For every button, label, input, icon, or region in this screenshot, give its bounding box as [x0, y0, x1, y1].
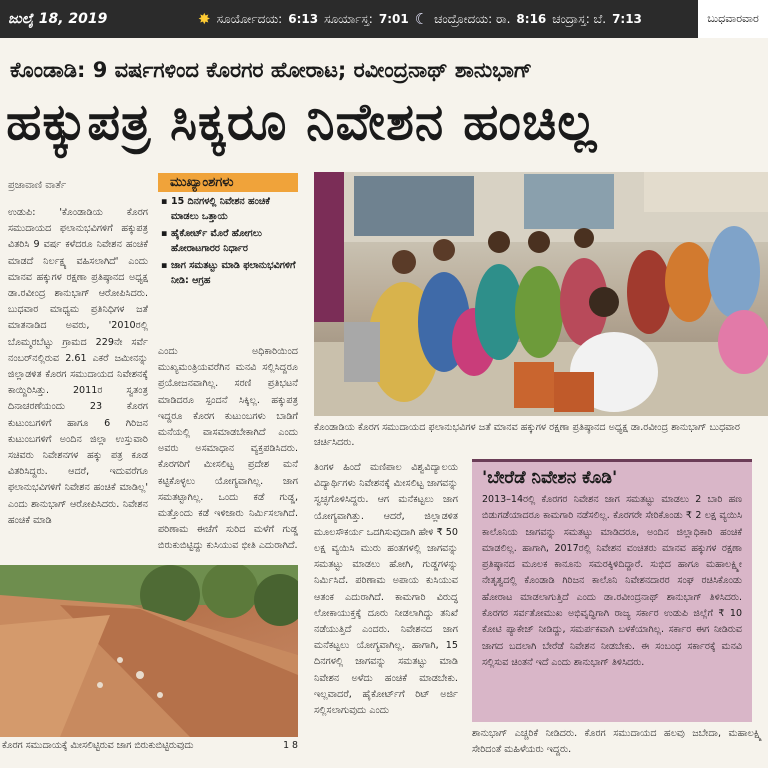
moonset-time: 7:13 [612, 12, 642, 26]
meeting-photo-caption: ಕೊಂಡಾಡಿಯ ಕೊರಗ ಸಮುದಾಯದ ಫಲಾನುಭವಿಗಳ ಜತೆ ಮಾನವ ಹಕ್ಕುಗಳ ರಕ್ಷಣಾ ಪ್ರತಿಷ್ಠಾನದ ಅಧ್ಯಕ್ಷ ಡಾ.ರವೀಂದ್ರ ಶಾನುಭಾಗ್ ಬುಧವಾರ ಚರ್ಚಿಸಿದರು. [314, 422, 740, 448]
meeting-photo [314, 172, 768, 416]
sidebar-title: 'ಬೇರೆಡೆ ನಿವೇಶನ ಕೊಡಿ' [482, 468, 618, 488]
sunrise-label: ಸೂರ್ಯೋದಯ: [216, 11, 283, 26]
sidebar-box [472, 459, 752, 722]
highlight-item: ▪ ಹೈಕೋರ್ಟ್ ಮೊರೆ ಹೋಗಲು ಹೋರಾಟಗಾರರ ನಿರ್ಧಾರ [158, 226, 298, 256]
highlight-item: ▪ 15 ದಿನಗಳಲ್ಲಿ ನಿವೇಶನ ಹಂಚಿಕೆ ಮಾಡಲು ಒತ್ತಾಯ [158, 194, 298, 224]
kicker: ಕೊಂಡಾಡಿ: 9 ವರ್ಷಗಳಿಂದ ಕೊರಗರ ಹೋರಾಟ; ರವೀಂದ್ರನಾಥ್ ಶಾನುಭಾಗ್ [10, 58, 533, 82]
article-column-4-tail: ಶಾನುಭಾಗ್ ಎಚ್ಚರಿಕೆ ನೀಡಿದರು. ಕೊರಗ ಸಮುದಾಯದ ಹಲವು ಜಬೇದಾ, ಮಹಾಲಕ್ಷ್ಮಿ ಸೇರಿದಂತೆ ಮಹಿಳೆಯರು ಇದ್ದರು. [472, 728, 762, 756]
moonset-label: ಚಂದ್ರಾಸ್ತ: ಬೆ. [552, 11, 607, 26]
weekday: ಬುಧವಾರವಾರ [698, 0, 768, 38]
moonrise-time: 8:16 [516, 12, 547, 26]
site-caption-text: ಕೊರಗ ಸಮುದಾಯಕ್ಕೆ ಮೀಸಲಿಟ್ಟಿರುವ ಜಾಗ ಬಿರುಕುಬಿಟ್ಟಿರುವುದು [2, 740, 194, 751]
site-photo-caption [2, 740, 298, 751]
site-photo-illustration [0, 565, 298, 737]
highlights-box [158, 173, 298, 288]
sunset-time: 7:01 [378, 12, 409, 26]
highlights-title: ಮುಖ್ಯಾಂಶಗಳು [158, 173, 298, 192]
issue-date: ಜುಲೈ 18, 2019 [8, 11, 108, 27]
article-column-2: ಎಂದು ಅಧಿಕಾರಿಯಿಂದ ಮುಖ್ಯಮಂತ್ರಿಯವರೆಗಿನ ಮನವಿ ಸಲ್ಲಿಸಿದ್ದರೂ ಪ್ರಯೋಜನವಾಗಿಲ್ಲ. ಸರಣಿ ಪ್ರತಿಭಟನೆ ಮಾಡಿದರೂ ಸ್ಪಂದನೆ ಸಿಕ್ಕಿಲ್ಲ. ಹಕ್ಕುಪತ್ರ ಇದ್ದರೂ ಕೊರಗ ಕುಟುಂಬಗಳು ಬಾಡಿಗೆ ಮನೆಯಲ್ಲಿ ವಾಸಮಾಡಬೇಕಾಗಿದೆ ಎಂದು ಅವರು ಅಸಮಾಧಾನ ವ್ಯಕ್ತಪಡಿಸಿದರು. ಕೊರಗರಿಗೆ ಮೀಸಲಿಟ್ಟ ಪ್ರದೇಶ ಮನೆ ಕಟ್ಟಿಕೊಳ್ಳಲು ಯೋಗ್ಯವಾಗಿಲ್ಲ. ಜಾಗ ಸಮತಟ್ಟಾಗಿಲ್ಲ. ಒಂದು ಕಡೆ ಗುಡ್ಡ, ಮತ್ತೊಂದು ಕಡೆ ಇಳಿಜಾರು ನಿರ್ಮಿಸಲಾಗಿದೆ. ಪರಿಣಾಮ ಈಚೆಗೆ ಸುರಿದ ಮಳೆಗೆ ಗುಡ್ಡ ಬಿರುಕುಬಿಟ್ಟಿದ್ದು ಕುಸಿಯುವ ಭೀತಿ ಎದುರಾಗಿದೆ. [158, 346, 298, 552]
sunset-label: ಸೂರ್ಯಾಸ್ತ: [324, 11, 373, 26]
sunrise-time: 6:13 [288, 12, 319, 26]
headline: ಹಕ್ಕುಪತ್ರ ಸಿಕ್ಕರೂ ನಿವೇಶನ ಹಂಚಿಲ್ಲ [6, 93, 598, 152]
sidebar-body: 2013–14ರಲ್ಲಿ ಕೊರಗರ ನಿವೇಶನ ಜಾಗ ಸಮತಟ್ಟು ಮಾಡಲು 2 ಬಾರಿ ಹಣ ಬಿಡುಗಡೆಯಾದರೂ ಕಾಮಗಾರಿ ನಡೆಸಲಿಲ್ಲ. ಕೊರಗರೇ ಸೇರಿಕೊಂಡು ₹ 2 ಲಕ್ಷ ವ್ಯಯಿಸಿ ಕಾಲೊನಿಯ ಜಾಗವನ್ನು ಸಮತಟ್ಟು ಮಾಡಿದರೂ, ಅಂದಿನ ಜಿಲ್ಲಾಧಿಕಾರಿ ಹಂಚಿಕೆ ಮಾಡಲಿಲ್ಲ. ಹಾಗಾಗಿ, 2017ರಲ್ಲಿ ನಿವೇಶನ ವಂಚಿತರು ಮಾನವ ಹಕ್ಕುಗಳ ರಕ್ಷಣಾ ಪ್ರತಿಷ್ಠಾನದ ಮೂಲಕ ಕಾನೂನು ಸಮರಕ್ಕಿಳಿದಿದ್ದಾರೆ. ಸುಭಿದ ಹಾಗೂ ಮಹಾಲಕ್ಷ್ಮೀ ನೇತೃತ್ವದಲ್ಲಿ ಕೊಂಡಾಡಿ ಗಿರಿಜನ ಕಾಲೊನಿ ನಿವೇಶನದಾರರ ಸಂಘ ರಚಿಸಿಕೊಂಡು ಹೋರಾಟ ಮಾಡಲಾಗುತ್ತಿದೆ ಎಂದು ಡಾ.ರವೀಂದ್ರನಾಥ್ ಶಾನುಭಾಗ್ ತಿಳಿಸಿದರು. ಕೊರಗರ ಸರ್ವತೋಮುಖ ಅಭಿವೃದ್ಧಿಗಾಗಿ ರಾಜ್ಯ ಸರ್ಕಾರ ಉಡುಪಿ ಜಿಲ್ಲೆಗೆ ₹ 10 ಕೋಟಿ ಪ್ಯಾಕೇಜ್ ನೀಡಿದ್ದು, ಸಮರ್ಪಕವಾಗಿ ಬಳಕೆಯಾಗಿಲ್ಲ. ಸರ್ಕಾರ ಈಗ ನೀಡಿರುವ ಜಾಗದ ಬದಲಾಗಿ ಬೇರೆಡೆ ನಿವೇಶನ ನೀಡಬೇಕು. ಈ ಸಂಬಂಧ ಸರ್ಕಾರಕ್ಕೆ ಮನವಿ ಸಲ್ಲಿಸುವ ಚಿಂತನೆ ಇದೆ ಎಂದು ಶಾನುಭಾಗ್ ತಿಳಿಸಿದರು. [482, 494, 742, 668]
date-strip [0, 0, 768, 38]
astro-times [198, 10, 642, 28]
article-column-1: ಉಡುಪಿ: 'ಕೊಂಡಾಡಿಯ ಕೊರಗ ಸಮುದಾಯದ ಫಲಾನುಭವಿಗಳಿಗೆ ಹಕ್ಕುಪತ್ರ ವಿತರಿಸಿ 9 ವರ್ಷ ಕಳೆದರೂ ನಿವೇಶನ ಹಂಚಿಕೆ ಮಾಡದೆ ನಿರ್ಲಕ್ಷ್ಯ ವಹಿಸಲಾಗಿದೆ' ಎಂದು ಮಾನವ ಹಕ್ಕುಗಳ ರಕ್ಷಣಾ ಪ್ರತಿಷ್ಠಾನದ ಅಧ್ಯಕ್ಷ ಡಾ.ರವೀಂದ್ರ ಶಾನುಭಾಗ್ ಆರೋಪಿಸಿದರು. ಬುಧವಾರ ಮಾಧ್ಯಮ ಪ್ರತಿನಿಧಿಗಳ ಜತೆ ಮಾತನಾಡಿದ ಅವರು, '2010ರಲ್ಲಿ ಬೊಮ್ಮರಬೆಟ್ಟು ಗ್ರಾಮದ 229ನೇ ಸರ್ವೆ ನಂಬರ್‌ನಲ್ಲಿರುವ 2.61 ಎಕರೆ ಜಮೀನನ್ನು ಜಿಲ್ಲಾಡಳಿತ ಕೊರಗ ಸಮುದಾಯದ ನಿವೇಶನಕ್ಕೆ ಕಾಯ್ದಿರಿಸಿತ್ತು. 2011ರ ಸ್ವತಂತ್ರ ದಿನಾಚರಣೆಯಂದು 23 ಕೊರಗ ಕುಟುಂಬಗಳಿಗೆ ಹಾಗೂ 6 ಗಿರಿಜನ ಕುಟುಂಬಗಳಿಗೆ ಅಂದಿನ ಜಿಲ್ಲಾ ಉಸ್ತುವಾರಿ ಸಚಿವರು ನಿವೇಶನಗಳ ಹಕ್ಕು ಪತ್ರ ಕೂಡ ವಿತರಿಸಿದ್ದರು. ಆದರೆ, ಇದುವರೆಗೂ ಫಲಾನುಭವಿಗಳಿಗೆ ನಿವೇಶನ ಹಂಚಿಕೆ ಮಾಡಿಲ್ಲ' ಎಂದು ಶಾನುಭಾಗ್ ಆರೋಪಿಸಿದರು. ನಿವೇಶನ ಹಂಚಿಕೆ ಮಾಡಿ [8, 207, 148, 526]
byline: ಪ್ರಜಾವಾಣಿ ವಾರ್ತೆ [8, 180, 67, 191]
site-photo [0, 565, 298, 737]
meeting-photo-illustration [314, 172, 768, 416]
article-column-3: ತಿಂಗಳ ಹಿಂದೆ ಮಣಿಪಾಲ ವಿಶ್ವವಿದ್ಯಾಲಯ ವಿದ್ಯಾರ್ಥಿಗಳು ನಿವೇಶನಕ್ಕೆ ಮೀಸಲಿಟ್ಟ ಜಾಗವನ್ನು ಸ್ವಚ್ಛಗೊಳಿಸಿದ್ದರು. ಆಗ ಮನೆಕಟ್ಟಲು ಜಾಗ ಯೋಗ್ಯವಾಗಿತ್ತು. ಆದರೆ, ಜಿಲ್ಲಾಡಳಿತ ಮೂಲಸೌಕರ್ಯ ಒದಗಿಸುವುದಾಗಿ ಹೇಳಿ ₹ 50 ಲಕ್ಷ ವ್ಯಯಿಸಿ ಮುರು ಹಂತಗಳಲ್ಲಿ ಜಾಗವನ್ನು ಸಮತಟ್ಟು ಮಾಡಲು ಹೋಗಿ, ಗುಡ್ಡಗಳನ್ನು ನಿರ್ಮಿಸಿದೆ. ಪರಿಣಾಮ ಅಪಾಯ ಕುಸಿಯುವ ಆತಂಕ ಎದುರಾಗಿದೆ. ಕಾಮಗಾರಿ ವಿರುದ್ಧ ಲೋಕಾಯುಕ್ತಕ್ಕೆ ದೂರು ನೀಡಲಾಗಿದ್ದು ತನಿಖೆ ನಡೆಯುತ್ತಿದೆ ಎಂದರು. ನಿವೇಶನದ ಜಾಗ ಮನೆಕಟ್ಟಲು ಯೋಗ್ಯವಾಗಿಲ್ಲ. ಹಾಗಾಗಿ, 15 ದಿನಗಳಲ್ಲಿ ಜಾಗವನ್ನು ಸಮತಟ್ಟು ಮಾಡಿ ನಿವೇಶನ ಅಳೆದು ಹಂಚಿಕೆ ಮಾಡಬೇಕು. ಇಲ್ಲವಾದರೆ, ಹೈಕೋರ್ಟ್‌ಗೆ ರಿಟ್ ಅರ್ಜಿ ಸಲ್ಲಿಸಲಾಗುವುದು ಎಂದು [314, 462, 458, 717]
page-code: 1 8 [283, 740, 298, 751]
sun-icon: ✸ [198, 10, 211, 28]
moonrise-label: ಚಂದ್ರೋದಯ: ರಾ. [434, 11, 511, 26]
moon-icon: ☾ [414, 10, 429, 28]
highlight-item: ▪ ಜಾಗ ಸಮತಟ್ಟು ಮಾಡಿ ಫಲಾನುಭವಿಗಳಿಗೆ ನೀಡಿ: ಆಗ್ರಹ [158, 258, 298, 288]
